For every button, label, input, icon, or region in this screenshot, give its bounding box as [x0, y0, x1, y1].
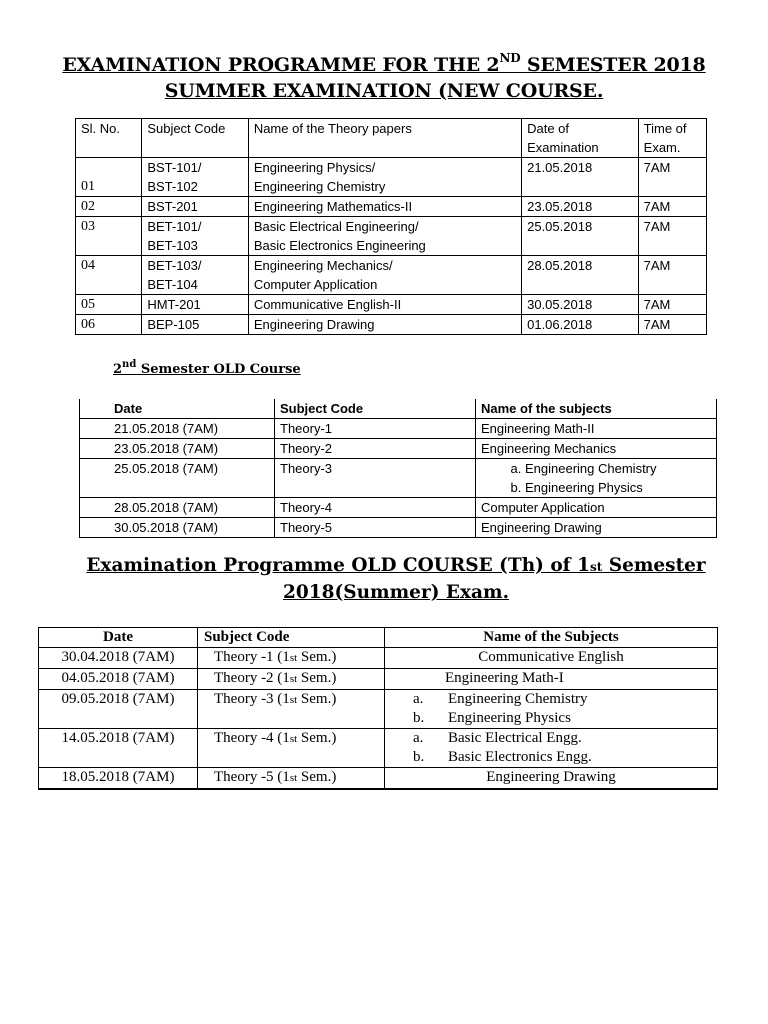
cell-sl: 05: [76, 295, 142, 315]
cell-name: Engineering Drawing: [385, 768, 718, 790]
cell-name: Computer Application: [476, 498, 717, 518]
cell-code: Theory -1 (1st Sem.): [198, 648, 385, 669]
new-course-table: [75, 118, 707, 335]
cell-date: 14.05.2018 (7AM): [39, 729, 198, 768]
cell-time: 7AM: [638, 256, 706, 295]
cell-date: 21.05.2018: [522, 158, 639, 197]
cell-name-list: [385, 729, 718, 768]
header-sl-no: Sl. No.: [76, 119, 142, 158]
cell-date: 01.06.2018: [522, 315, 639, 335]
old-course-2nd-sem-table: [79, 399, 717, 538]
table-row: [80, 518, 717, 538]
cell-name: Engineering Mathematics-II: [248, 197, 521, 217]
table-row: [39, 768, 718, 790]
table-header-row: [80, 399, 717, 419]
cell-date: 21.05.2018 (7AM): [80, 419, 275, 439]
list-item: a. Engineering Chemistry: [413, 691, 588, 707]
cell-code: BET-103/ BET-104: [142, 256, 249, 295]
header-subject-code: Subject Code: [198, 628, 385, 648]
cell-name: Engineering Drawing: [476, 518, 717, 538]
table-header-row: [76, 119, 707, 158]
cell-name: Engineering Drawing: [248, 315, 521, 335]
cell-date: 09.05.2018 (7AM): [39, 690, 198, 729]
table-row: [76, 158, 707, 197]
cell-date: 25.05.2018 (7AM): [80, 459, 275, 498]
cell-date: 30.04.2018 (7AM): [39, 648, 198, 669]
table-row: [39, 669, 718, 690]
cell-name: Communicative English-II: [248, 295, 521, 315]
old-course-1st-sem-table: [38, 627, 718, 790]
table-header-row: [39, 628, 718, 648]
cell-date: 30.05.2018 (7AM): [80, 518, 275, 538]
table-row: [76, 256, 707, 295]
table-row: [39, 690, 718, 729]
header-date: Date: [39, 628, 198, 648]
cell-date: 23.05.2018: [522, 197, 639, 217]
cell-name: Engineering Math-I: [385, 669, 718, 690]
table-row: [39, 648, 718, 669]
list-item: a. Engineering Chemistry: [525, 459, 711, 478]
header-date: Date of Examination: [522, 119, 639, 158]
table-row: [80, 419, 717, 439]
cell-sl: 03: [76, 217, 142, 256]
cell-code: BST-101/ BST-102: [142, 158, 249, 197]
cell-time: 7AM: [638, 315, 706, 335]
table-row: [76, 295, 707, 315]
main-title-line1: EXAMINATION PROGRAMME FOR THE 2ND SEMESTER 2018: [62, 51, 706, 76]
first-sem-title-line2: 2018(Summer) Exam.: [282, 582, 510, 603]
header-subject-code: Subject Code: [275, 399, 476, 419]
main-title: [0, 52, 768, 104]
cell-code: Theory -5 (1st Sem.): [198, 768, 385, 790]
cell-name: Basic Electrical Engineering/ Basic Electronics Engineering: [248, 217, 521, 256]
table-row: [80, 459, 717, 498]
cell-name: Communicative English: [385, 648, 718, 669]
cell-time: 7AM: [638, 197, 706, 217]
cell-code: HMT-201: [142, 295, 249, 315]
cell-code: Theory-4: [275, 498, 476, 518]
cell-name: Engineering Mechanics: [476, 439, 717, 459]
table-row: [80, 498, 717, 518]
cell-name-list: [476, 459, 717, 498]
cell-sl: 01: [76, 158, 142, 197]
cell-date: 04.05.2018 (7AM): [39, 669, 198, 690]
cell-time: 7AM: [638, 158, 706, 197]
cell-name: Engineering Physics/ Engineering Chemistry: [248, 158, 521, 197]
header-subject-names: Name of the Subjects: [385, 628, 718, 648]
cell-code: Theory -4 (1st Sem.): [198, 729, 385, 768]
list-item: b. Basic Electronics Engg.: [413, 749, 592, 765]
cell-code: BEP-105: [142, 315, 249, 335]
cell-date: 18.05.2018 (7AM): [39, 768, 198, 790]
cell-code: Theory-2: [275, 439, 476, 459]
cell-date: 28.05.2018 (7AM): [80, 498, 275, 518]
cell-sl: 06: [76, 315, 142, 335]
first-sem-title: [0, 553, 768, 606]
table-row: [76, 217, 707, 256]
list-item: b. Engineering Physics: [413, 710, 571, 726]
cell-name: Engineering Math-II: [476, 419, 717, 439]
header-subject-code: Subject Code: [142, 119, 249, 158]
cell-date: 25.05.2018: [522, 217, 639, 256]
cell-sl: 02: [76, 197, 142, 217]
main-title-line2: SUMMER EXAMINATION (NEW COURSE.: [164, 80, 604, 102]
cell-name-list: [385, 690, 718, 729]
header-date: Date: [80, 399, 275, 419]
table-row: [39, 729, 718, 768]
old-course-subtitle: 2nd Semester OLD Course: [113, 359, 301, 377]
header-time: Time of Exam.: [638, 119, 706, 158]
first-sem-title-line1: Examination Programme OLD COURSE (Th) of 1st Semester: [86, 555, 706, 576]
cell-code: BET-101/ BET-103: [142, 217, 249, 256]
cell-name: Engineering Mechanics/ Computer Application: [248, 256, 521, 295]
list-item: b. Engineering Physics: [525, 478, 711, 497]
cell-code: Theory-3: [275, 459, 476, 498]
cell-date: 23.05.2018 (7AM): [80, 439, 275, 459]
list-item: a. Basic Electrical Engg.: [413, 730, 582, 746]
table-row: [76, 197, 707, 217]
cell-code: Theory-1: [275, 419, 476, 439]
cell-code: Theory -3 (1st Sem.): [198, 690, 385, 729]
cell-code: Theory -2 (1st Sem.): [198, 669, 385, 690]
cell-date: 28.05.2018: [522, 256, 639, 295]
table-row: [80, 439, 717, 459]
cell-code: Theory-5: [275, 518, 476, 538]
cell-time: 7AM: [638, 295, 706, 315]
header-theory-papers: Name of the Theory papers: [248, 119, 521, 158]
cell-time: 7AM: [638, 217, 706, 256]
table-row: [76, 315, 707, 335]
header-subject-names: Name of the subjects: [476, 399, 717, 419]
cell-date: 30.05.2018: [522, 295, 639, 315]
cell-code: BST-201: [142, 197, 249, 217]
cell-sl: 04: [76, 256, 142, 295]
